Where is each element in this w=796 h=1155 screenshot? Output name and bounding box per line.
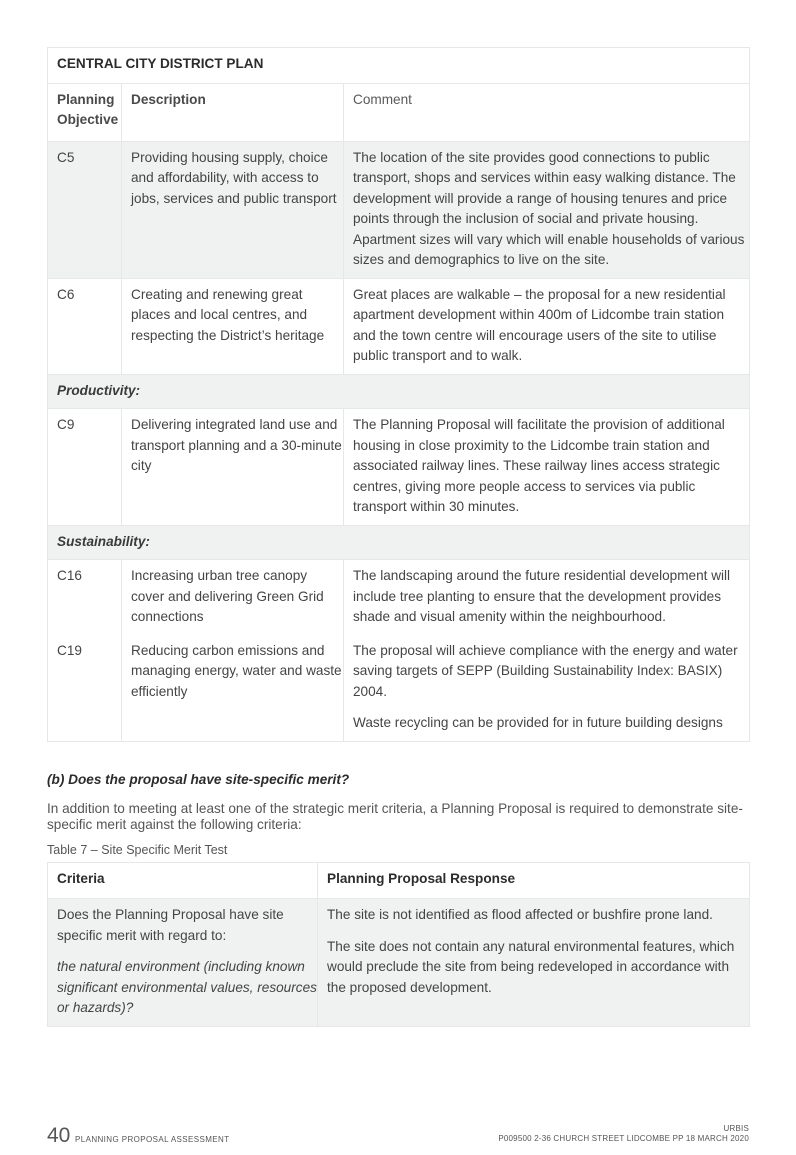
objective-description: Creating and renewing great places and local centres, and respecting the District’s heritage — [122, 278, 344, 374]
table-title: CENTRAL CITY DISTRICT PLAN — [48, 48, 750, 84]
comment-paragraph: Waste recycling can be provided for in future building designs — [353, 715, 723, 730]
criteria-cell — [48, 899, 318, 1027]
objective-code: C5 — [48, 141, 122, 278]
table-row — [48, 278, 750, 374]
page-content — [47, 47, 749, 1027]
section-b-intro: In addition to meeting at least one of the strategic merit criteria, a Planning Proposal is required to demonstrate site-specific merit against the following criteria: — [47, 800, 743, 832]
table-row — [48, 899, 750, 1027]
table-row — [48, 635, 750, 742]
site-specific-merit-table — [47, 862, 750, 1027]
response-cell — [318, 899, 750, 1027]
response-paragraph: The site is not identified as flood affected or bushfire prone land. — [327, 907, 713, 922]
comment-paragraph: The proposal will achieve compliance with the energy and water saving targets of SEPP (Building Sustainability Index: BASIX) 2004. — [353, 642, 738, 699]
criteria-italic-text: the natural environment (including known significant environmental values, resources or hazards)? — [57, 959, 317, 1015]
comment-paragraph: The landscaping around the future residential development will include tree planting to ensure that the development provides shade and visual amenity within the neighbourhood. — [353, 568, 731, 624]
objective-description: Delivering integrated land use and transport planning and a 30-minute city — [122, 409, 344, 526]
section-productivity: Productivity: — [48, 374, 750, 409]
header-planning-objective: Planning Objective — [48, 83, 122, 141]
response-paragraph: The site does not contain any natural environmental features, which would preclude the site from being redeveloped in accordance with the proposed development. — [327, 938, 735, 995]
central-city-district-plan-table — [47, 47, 750, 742]
objective-comment — [344, 560, 750, 635]
objective-description: Reducing carbon emissions and managing energy, water and waste efficiently — [122, 635, 344, 742]
comment-paragraph: Great places are walkable – the proposal for a new residential apartment development within 400m of Lidcombe train station and the town centre will encourage users of the site to utilise public transport and to walk. — [353, 286, 726, 363]
table-row — [48, 141, 750, 278]
footer-reference: P009500 2-36 CHURCH STREET LIDCOMBE PP 18 MARCH 2020 — [498, 1134, 749, 1143]
objective-comment — [344, 278, 750, 374]
objective-comment — [344, 635, 750, 742]
table-header-row — [48, 83, 750, 141]
footer-section-label: PLANNING PROPOSAL ASSESSMENT — [75, 1135, 230, 1144]
header-description: Description — [122, 83, 344, 141]
header-response: Planning Proposal Response — [318, 862, 750, 899]
objective-description: Increasing urban tree canopy cover and delivering Green Grid connections — [122, 560, 344, 635]
header-criteria: Criteria — [48, 862, 318, 899]
section-b-heading: (b) Does the proposal have site-specific merit? — [47, 771, 350, 787]
footer-right — [498, 1124, 749, 1144]
footer-company: URBIS — [723, 1124, 749, 1133]
criteria-text: Does the Planning Proposal have site specific merit with regard to: — [57, 907, 284, 943]
comment-paragraph: The Planning Proposal will facilitate the provision of additional housing in close proximity to the Lidcombe train station and associated railway lines. These railway lines access strategic centres, giving more people access to services via public transport within 30 minutes. — [353, 417, 725, 514]
header-comment: Comment — [344, 83, 750, 141]
objective-comment — [344, 141, 750, 278]
table-7-caption: Table 7 – Site Specific Merit Test — [47, 842, 228, 857]
page-number: 40 — [47, 1124, 71, 1147]
comment-paragraph: The location of the site provides good connections to public transport, shops and services within easy walking distance. The development will provide a range of housing tenures and price points through the inclusion of social and private housing. Apartment sizes will vary which will enable households of various sizes and demographics to live on the site. — [353, 149, 745, 267]
table-header-row — [48, 862, 750, 899]
table-row — [48, 560, 750, 635]
section-sustainability: Sustainability: — [48, 525, 750, 560]
objective-code: C16 — [48, 560, 122, 635]
objective-code: C9 — [48, 409, 122, 526]
objective-code: C19 — [48, 635, 122, 742]
objective-description: Providing housing supply, choice and affordability, with access to jobs, services and public transport — [122, 141, 344, 278]
objective-code: C6 — [48, 278, 122, 374]
objective-comment — [344, 409, 750, 526]
page-footer — [47, 1122, 749, 1146]
table-row — [48, 409, 750, 526]
